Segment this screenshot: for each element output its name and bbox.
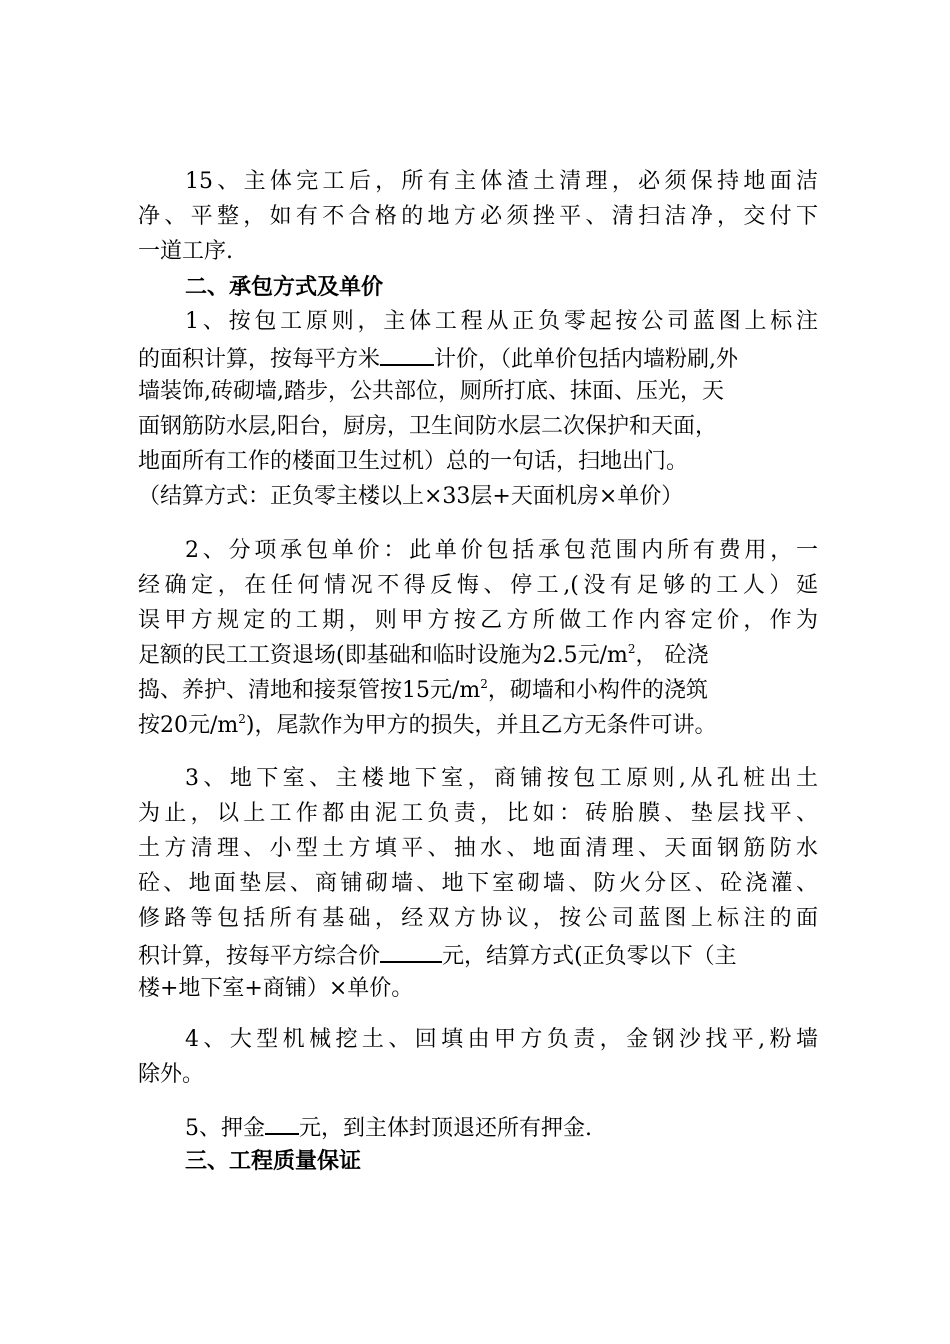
- item-2-line-6-text-a: 按20元/m: [138, 713, 239, 738]
- item-3-line-7: 楼+地下室+商铺）×单价。: [138, 976, 414, 1001]
- item-2-line-5-text-a: 捣、养护、清地和接泵管按15元/m: [138, 678, 481, 703]
- item-1-line-2-text-b: 计价，（此单价包括内墙粉刷,外: [434, 347, 739, 372]
- superscript-2: 2: [480, 677, 488, 691]
- price-blank: [380, 342, 434, 366]
- item-2-line-5: [138, 676, 818, 706]
- item-4-line-1: 4、大型机械挖土、回填由甲方负责，金钢沙找平,粉墙: [185, 1027, 818, 1052]
- item-2-line-6: [138, 711, 818, 741]
- paragraph-15-line-1: 15、主体完工后，所有主体渣土清理，必须保持地面洁: [185, 169, 818, 194]
- item-2-line-5-text-b: ，砌墙和小构件的浇筑: [487, 678, 708, 703]
- deposit-blank: [265, 1111, 299, 1135]
- paragraph-15-line-2: 净、平整，如有不合格的地方必须挫平、清扫洁净，交付下: [138, 204, 818, 229]
- superscript-2: 2: [627, 642, 636, 656]
- item-5-line: [185, 1111, 818, 1144]
- item-3-line-2: 为止，以上工作都由泥工负责，比如：砖胎膜、垫层找平、: [138, 801, 818, 826]
- item-3-line-5: 修路等包括所有基础，经双方协议，按公司蓝图上标注的面: [138, 906, 818, 931]
- item-3-line-1: 3、地下室、主楼地下室，商铺按包工原则,从孔桩出土: [185, 766, 818, 791]
- item-1-line-1: 1、按包工原则，主体工程从正负零起按公司蓝图上标注: [185, 309, 818, 334]
- item-3-line-3: 土方清理、小型土方填平、抽水、地面清理、天面钢筋防水: [138, 836, 818, 861]
- item-3-line-6-text-a: 积计算，按每平方综合价: [138, 944, 381, 969]
- item-2-line-4-text-a: 足额的民工工资退场(即基础和临时设施为2.5元/m: [138, 643, 628, 668]
- item-1-line-6: （结算方式：正负零主楼以上×33层+天面机房×单价）: [138, 484, 684, 509]
- item-1-line-2: [138, 342, 818, 375]
- item-2-line-4: [138, 641, 818, 671]
- item-2-line-2: 经确定，在任何情况不得反悔、停工,(没有足够的工人）延: [138, 573, 818, 598]
- item-1-line-2-text-a: 的面积计算，按每平方米: [138, 347, 381, 372]
- item-2-line-4-text-b: ， 砼浇: [635, 643, 709, 668]
- item-3-line-6: [138, 939, 818, 972]
- item-4-line-2: 除外。: [138, 1062, 205, 1087]
- section-heading-2: 二、承包方式及单价: [185, 274, 384, 300]
- section-heading-3: 三、工程质量保证: [185, 1148, 362, 1174]
- item-1-line-4: 面钢筋防水层,阳台，厨房，卫生间防水层二次保护和天面，: [138, 414, 717, 439]
- item-5-text-a: 5、押金: [185, 1116, 265, 1141]
- item-3-line-6-text-b: 元，结算方式(正负零以下（主: [442, 944, 737, 969]
- superscript-2: 2: [238, 712, 246, 726]
- item-2-line-6-text-b: )，尾款作为甲方的损失，并且乙方无条件可讲。: [245, 713, 717, 738]
- item-1-line-5: 地面所有工作的楼面卫生过机）总的一句话，扫地出门。: [138, 449, 689, 474]
- item-5-text-b: 元，到主体封顶退还所有押金.: [299, 1116, 592, 1141]
- paragraph-15-line-3: 一道工序.: [138, 239, 233, 264]
- composite-price-blank: [380, 939, 442, 963]
- item-1-line-3: 墙装饰,砖砌墙,踏步，公共部位，厕所打底、抹面、压光，天: [138, 379, 724, 404]
- item-2-line-3: 误甲方规定的工期，则甲方按乙方所做工作内容定价，作为: [138, 608, 818, 633]
- item-3-line-4: 砼、地面垫层、商铺砌墙、地下室砌墙、防火分区、砼浇灌、: [138, 871, 818, 896]
- item-2-line-1: 2、分项承包单价：此单价包括承包范围内所有费用，一: [185, 538, 818, 563]
